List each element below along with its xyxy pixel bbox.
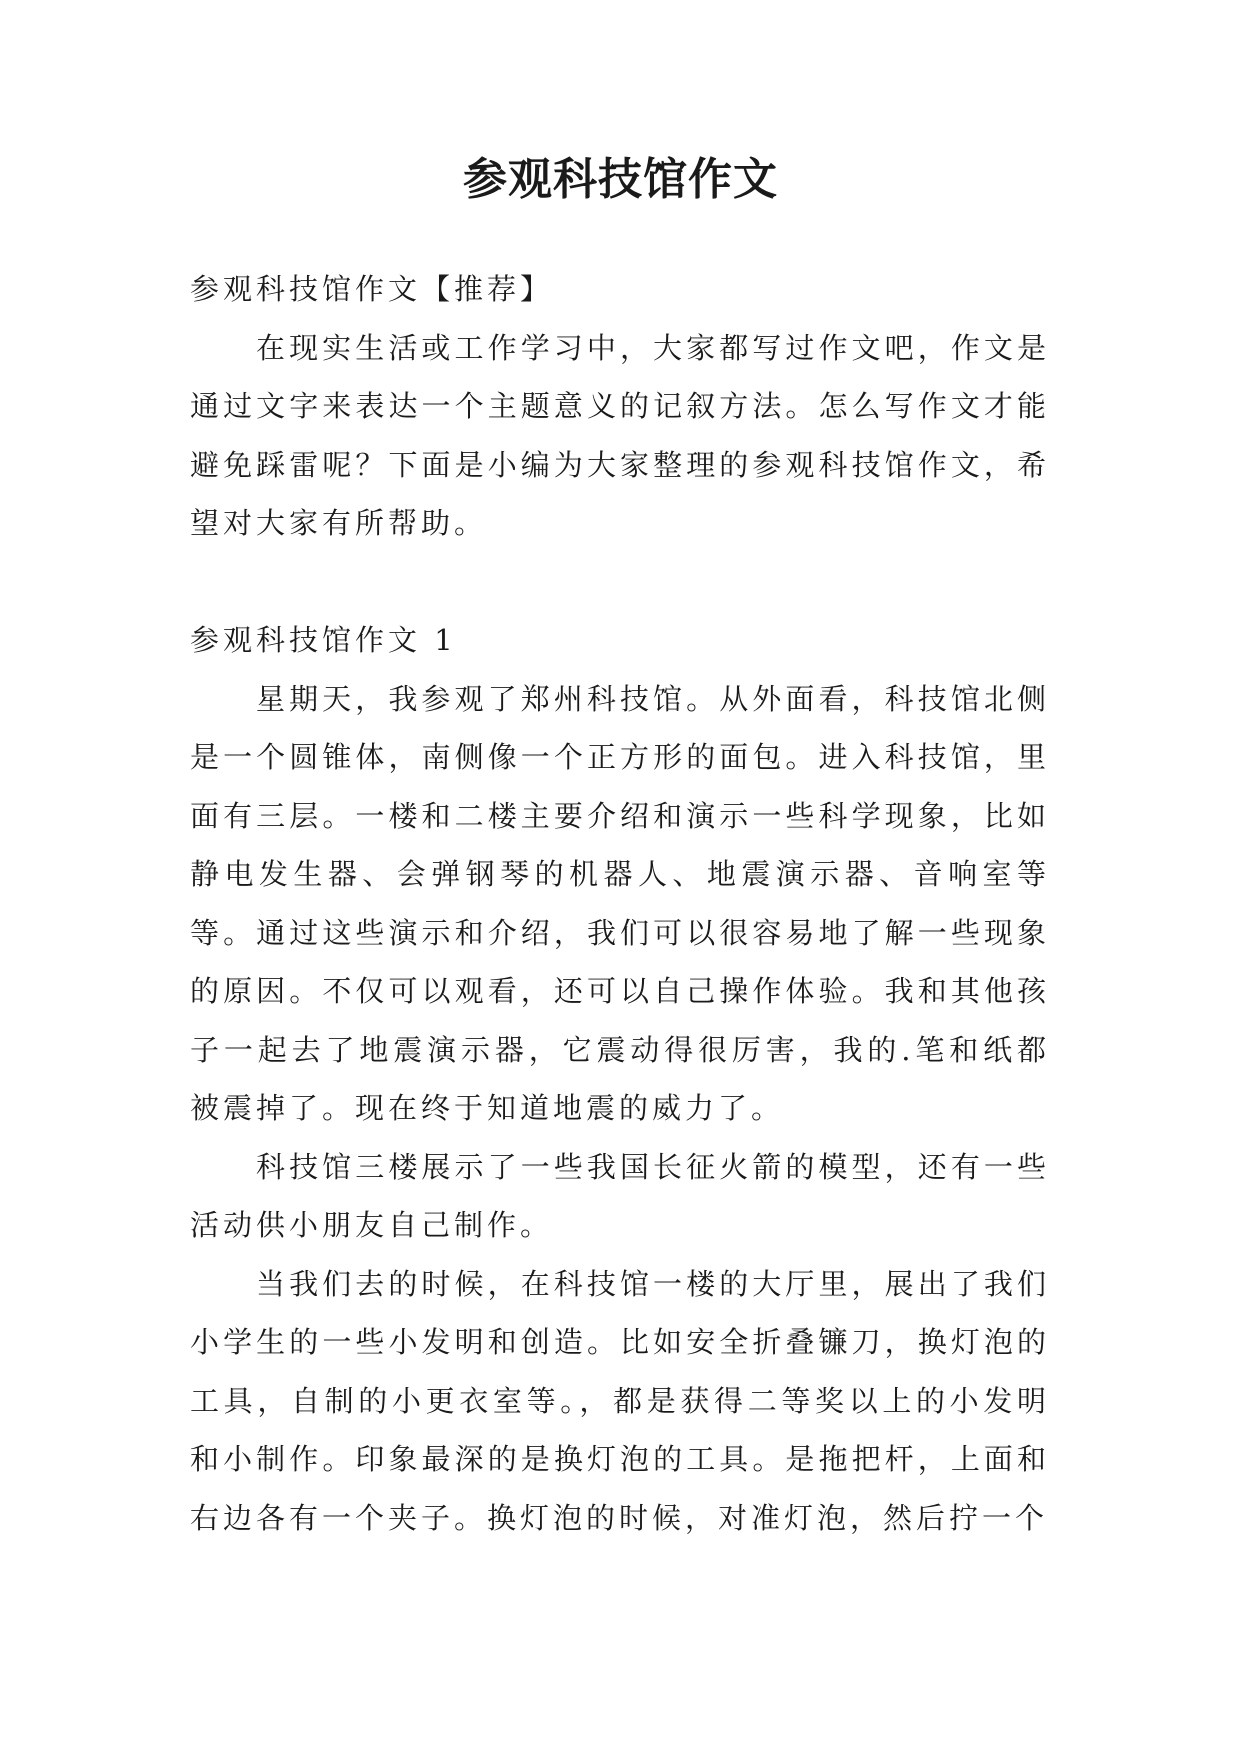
essay-paragraph-3: 当我们去的时候，在科技馆一楼的大厅里，展出了我们小学生的一些小发明和创造。比如安全折叠镰刀，换灯泡的工具，自制的小更衣室等。，都是获得二等奖以上的小发明和小制作。印象最深的是换灯泡的工具。是拖把杆，上面和右边各有一个夹子。换灯泡的时候，对准灯泡，然后拧一个 — [190, 1266, 1050, 1535]
intro-paragraph: 在现实生活或工作学习中，大家都写过作文吧，作文是通过文字来表达一个主题意义的记叙方法。怎么写作文才能避免踩雷呢？下面是小编为大家整理的参观科技馆作文，希望对大家有所帮助。 — [190, 330, 1050, 540]
essay-paragraph-2: 科技馆三楼展示了一些我国长征火箭的模型，还有一些活动供小朋友自己制作。 — [190, 1149, 1050, 1242]
document-title: 参观科技馆作文 — [463, 154, 778, 205]
essay-heading: 参观科技馆作文 1 — [190, 623, 457, 657]
intro-heading: 参观科技馆作文【推荐】 — [190, 272, 554, 306]
essay-paragraph-1: 星期天，我参观了郑州科技馆。从外面看，科技馆北侧是一个圆锥体，南侧像一个正方形的面包。进入科技馆，里面有三层。一楼和二楼主要介绍和演示一些科学现象，比如静电发生器、会弹钢琴的机器人、地震演示器、音响室等等。通过这些演示和介绍，我们可以很容易地了解一些现象的原因。不仅可以观看，还可以自己操作体验。我和其他孩子一起去了地震演示器，它震动得很厉害，我的.笔和纸都被震掉了。现在终于知道地震的威力了。 — [190, 681, 1050, 1125]
section-spacer — [190, 553, 1050, 612]
document-body — [190, 260, 1050, 1547]
